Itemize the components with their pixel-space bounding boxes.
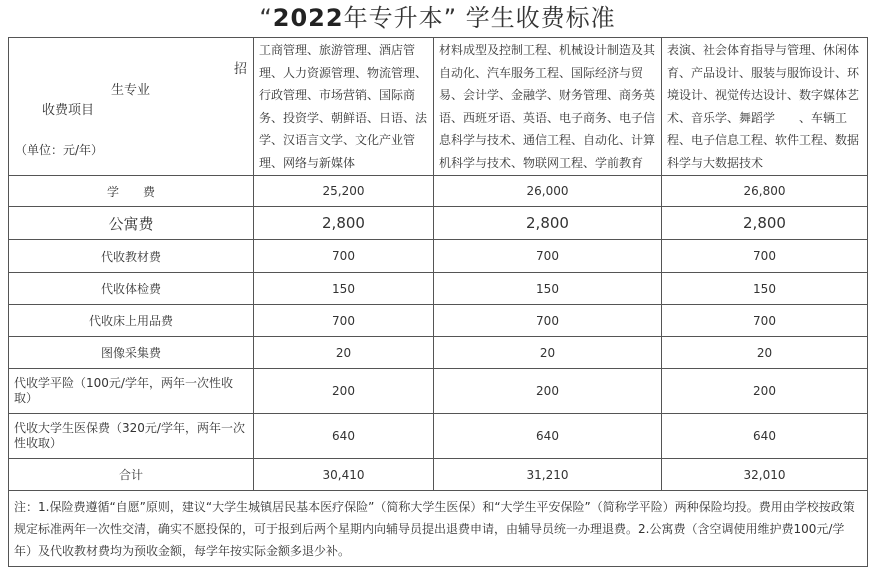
cell-value: 2,800 [662, 207, 868, 240]
cell-value: 700 [254, 240, 434, 273]
footnote: 注：1.保险费遵循“自愿”原则，建议“大学生城镇居民基本医疗保险”（简称大学生医保）和“大学生平安保险”（简称学平险）两种保险均投。费用由学校按政策规定标准两年一次性交清，确实不愿投保的，可于报到后两个星期内向辅导员提出退费申请，由辅导员统一办理退费。2.公寓费（含空调使用维护费100元/学年）及代收教材费均为预收金额，每学年按实际金额多退少补。 [9, 491, 868, 567]
cell-value: 200 [254, 369, 434, 414]
cell-value: 700 [254, 305, 434, 337]
cell-value: 20 [434, 337, 662, 369]
table-row [9, 337, 868, 369]
table-row [9, 176, 868, 207]
title-open-quote: “ [259, 4, 273, 32]
cell-value: 2,800 [434, 207, 662, 240]
cell-value: 150 [254, 273, 434, 305]
cell-value: 700 [662, 240, 868, 273]
cell-value: 20 [662, 337, 868, 369]
fee-table [8, 37, 868, 567]
cell-value: 640 [254, 414, 434, 459]
row-label-student-insurance: 代收学平险（100元/学年，两年一次性收取） [9, 369, 254, 414]
row-label-textbook: 代收教材费 [9, 240, 254, 273]
cell-value: 150 [434, 273, 662, 305]
header-row [9, 38, 868, 176]
majors-group-2: 材料成型及控制工程、机械设计制造及其自动化、汽车服务工程、国际经济与贸易、会计学、金融学、财务管理、商务英语、西班牙语、英语、电子商务、电子信息科学与技术、通信工程、自动化、计算机科学与技术、物联网工程、学前教育 [434, 38, 662, 176]
corner-major: 生专业 [111, 83, 151, 98]
corner-item: 收费项目 [42, 103, 95, 118]
cell-value: 25,200 [254, 176, 434, 207]
table-row [9, 414, 868, 459]
table-row [9, 305, 868, 337]
cell-value: 200 [434, 369, 662, 414]
majors-group-1: 工商管理、旅游管理、酒店管理、人力资源管理、物流管理、行政管理、市场营销、国际商务、投资学、朝鲜语、日语、法学、汉语言文学、文化产业管理、网络与新媒体 [254, 38, 434, 176]
cell-value: 700 [434, 240, 662, 273]
cell-value: 700 [662, 305, 868, 337]
row-label-dorm: 公寓费 [9, 207, 254, 240]
row-label-bedding: 代收床上用品费 [9, 305, 254, 337]
cell-value: 640 [662, 414, 868, 459]
cell-value: 26,800 [662, 176, 868, 207]
title-year: 2022 [272, 4, 344, 32]
cell-value: 26,000 [434, 176, 662, 207]
row-label-medical-insurance: 代收大学生医保费（320元/学年，两年一次性收取） [9, 414, 254, 459]
table-row [9, 273, 868, 305]
corner-unit: （单位：元/年） [15, 143, 104, 157]
table-row [9, 369, 868, 414]
cell-value: 640 [434, 414, 662, 459]
majors-group-3: 表演、社会体育指导与管理、休闲体育、产品设计、服装与服饰设计、环境设计、视觉传达设计、数字媒体艺术、音乐学、舞蹈学 、车辆工程、电子信息工程、软件工程、数据科学与大数据技术 [662, 38, 868, 176]
page-title [0, 2, 875, 34]
cell-value: 150 [662, 273, 868, 305]
row-label-total: 合计 [9, 459, 254, 491]
table-row [9, 207, 868, 240]
cell-value: 2,800 [254, 207, 434, 240]
corner-zhao: 招 [233, 62, 247, 77]
title-text: 年专升本” 学生收费标准 [343, 4, 616, 32]
cell-value: 200 [662, 369, 868, 414]
corner-header-cell [9, 38, 254, 176]
cell-value: 32,010 [662, 459, 868, 491]
table-row-total [9, 459, 868, 491]
note-row [9, 491, 868, 567]
table-row [9, 240, 868, 273]
cell-value: 20 [254, 337, 434, 369]
row-label-photo: 图像采集费 [9, 337, 254, 369]
cell-value: 31,210 [434, 459, 662, 491]
cell-value: 30,410 [254, 459, 434, 491]
row-label-tuition: 学 费 [9, 176, 254, 207]
row-label-medical-exam: 代收体检费 [9, 273, 254, 305]
cell-value: 700 [434, 305, 662, 337]
